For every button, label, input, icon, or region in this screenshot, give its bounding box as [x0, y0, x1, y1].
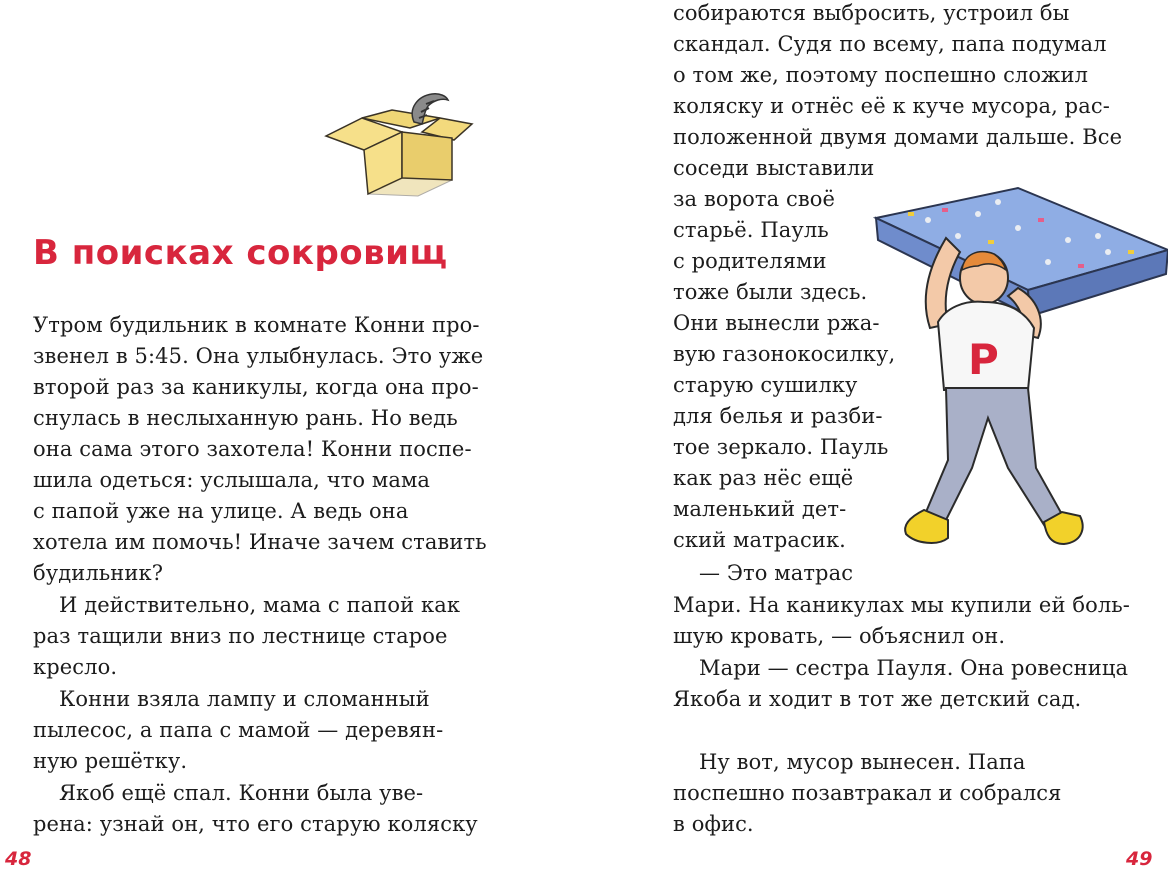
text-line: Ну вот, мусор вынесен. Папа — [699, 750, 1026, 774]
text-line: скандал. Судя по всему, папа подумал — [673, 32, 1107, 56]
text-line: Они вынесли ржа- — [673, 311, 880, 335]
text-line: с папой уже на улице. А ведь она — [33, 499, 409, 523]
chapter-title: В поисках сокровищ — [33, 233, 448, 273]
text-line: собираются выбросить, устроил бы — [673, 1, 1070, 25]
text-line: за ворота своё — [673, 187, 836, 211]
text-line: хотела им помочь! Иначе зачем ставить — [33, 530, 487, 554]
text-line: вую газонокосилку, — [673, 342, 896, 366]
text-line: Конни взяла лампу и сломанный — [59, 687, 430, 711]
text-line: старую сушилку — [673, 373, 858, 397]
text-line: И действительно, мама с папой как — [59, 593, 461, 617]
text-line: для белья и разби- — [673, 404, 883, 428]
text-line: положенной двумя домами дальше. Все — [673, 125, 1123, 149]
text-line: — Это матрас — [699, 561, 854, 585]
text-line: пылесос, а папа с мамой — деревян- — [33, 718, 444, 742]
text-line: о том же, поэтому поспешно сложил — [673, 63, 1089, 87]
text-line: звенел в 5:45. Она улыбнулась. Это уже — [33, 344, 484, 368]
text-line: как раз нёс ещё — [673, 466, 854, 490]
text-line: Якоб ещё спал. Конни была уве- — [59, 781, 424, 805]
text-line: старьё. Пауль — [673, 218, 829, 242]
shirt-letter: P — [968, 335, 999, 384]
text-line: второй раз за каникулы, когда она про- — [33, 375, 479, 399]
text-line: тое зеркало. Пауль — [673, 435, 889, 459]
text-line: в офис. — [673, 812, 754, 836]
text-line: соседи выставили — [673, 156, 875, 180]
text-line: кресло. — [33, 655, 118, 679]
page-number-right: 49 — [1126, 848, 1153, 870]
text-line: шила одеться: услышала, что мама — [33, 468, 431, 492]
box-with-cat-illustration — [322, 88, 478, 200]
page-number-left: 48 — [5, 848, 32, 870]
boy-with-mattress-illustration — [868, 178, 1168, 562]
text-line: будильник? — [33, 561, 164, 585]
text-line: шую кровать, — объяснил он. — [673, 624, 1006, 648]
text-line: Утром будильник в комнате Конни про- — [33, 313, 480, 337]
text-line: снулась в неслыханную рань. Но ведь — [33, 406, 458, 430]
text-line: с родителями — [673, 249, 827, 273]
text-line: она сама этого захотела! Конни поспе- — [33, 437, 472, 461]
text-line: раз тащили вниз по лестнице старое — [33, 624, 448, 648]
text-line: поспешно позавтракал и собрался — [673, 781, 1062, 805]
text-line: тоже были здесь. — [673, 280, 868, 304]
text-line: маленький дет- — [673, 497, 847, 521]
text-line: ную решётку. — [33, 749, 188, 773]
text-line: ский матрасик. — [673, 528, 846, 552]
text-line: Якоба и ходит в тот же детский сад. — [673, 687, 1082, 711]
text-line: рена: узнай он, что его старую коляску — [33, 812, 478, 836]
text-line: Мари. На каникулах мы купили ей боль- — [673, 593, 1130, 617]
text-line: коляску и отнёс её к куче мусора, рас- — [673, 94, 1110, 118]
text-line: Мари — сестра Пауля. Она ровесница — [699, 656, 1129, 680]
